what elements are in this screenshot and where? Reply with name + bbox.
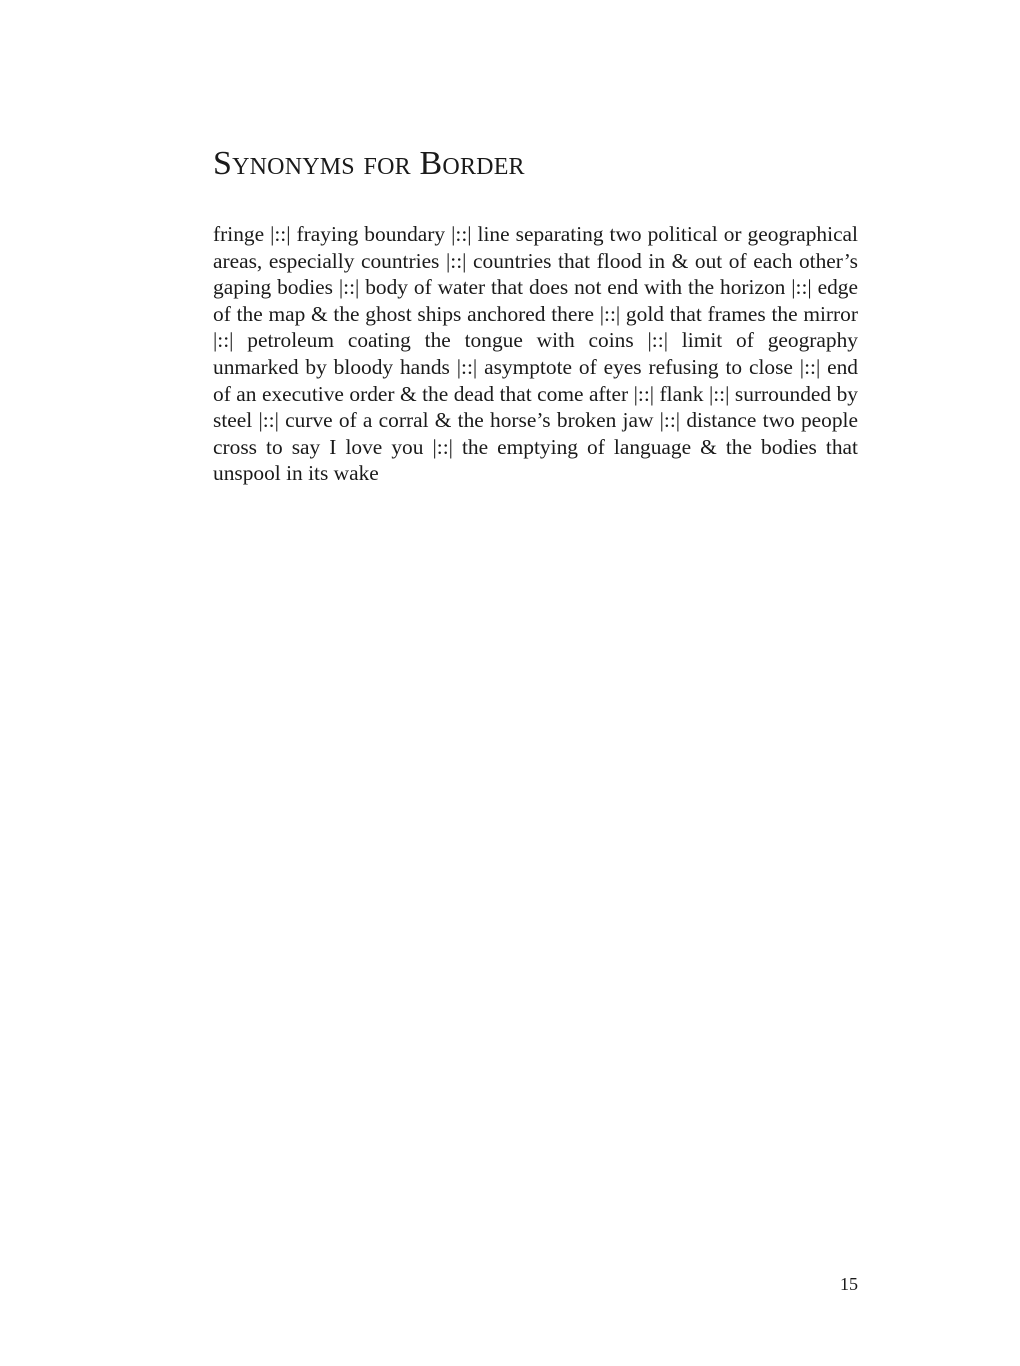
page-number: 15 bbox=[840, 1274, 858, 1294]
poem-title: Synonyms for Border bbox=[213, 145, 525, 182]
poem-body: fringe |::| fraying boundary |::| line separating two political or geographical areas, especially countries |::| countries that flood in & out of each other’s gaping bodies |::| body of water that does not end with the horizon |::| edge of the map & the ghost ships anchored there |::| gold that frames the mirror |::| petroleum coating the tongue with coins |::| limit of geography unmarked by bloody hands |::| asymptote of eyes refusing to close |::| end of an executive order & the dead that come after |::| flank |::| surrounded by steel |::| curve of a corral & the horse’s broken jaw |::| distance two people cross to say I love you |::| the emptying of language & the bodies that unspool in its wake bbox=[213, 222, 858, 486]
